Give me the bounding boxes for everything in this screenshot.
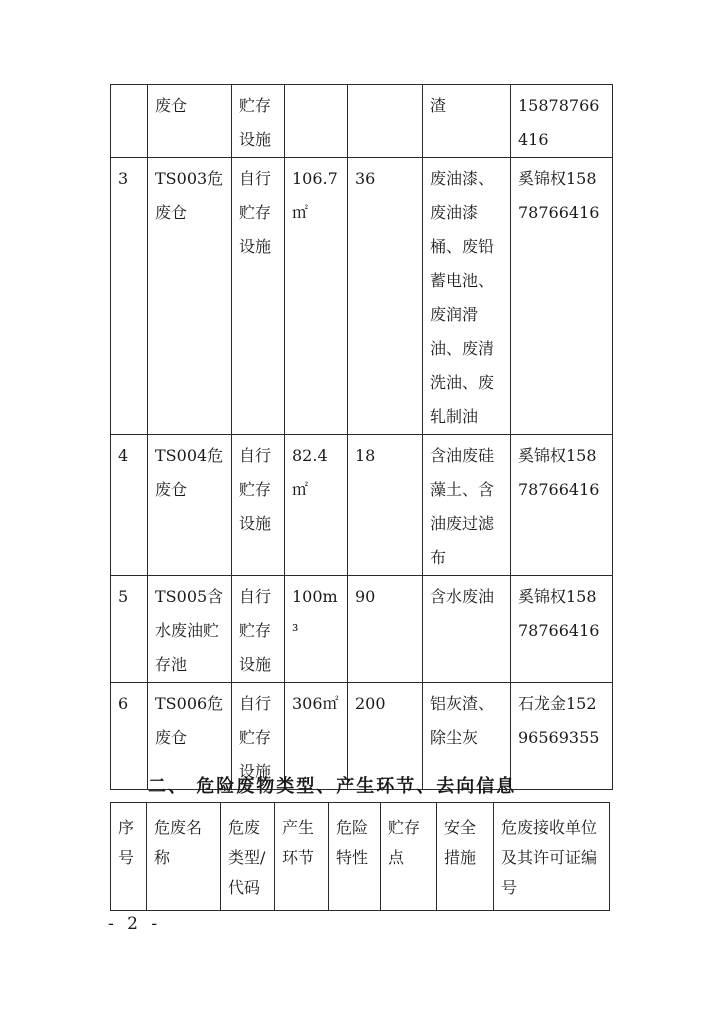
cell-name: TS005含水废油贮存池 [148, 576, 232, 683]
cell-capacity: 200 [348, 683, 423, 790]
cell-name: TS004危废仓 [148, 435, 232, 576]
storage-facility-table [110, 84, 613, 790]
cell-area: 306㎡ [285, 683, 348, 790]
cell-area: 100m³ [285, 576, 348, 683]
cell-type: 贮存设施 [232, 85, 285, 158]
cell-no: 3 [111, 158, 148, 435]
cell-capacity [348, 85, 423, 158]
header-cell: 产生环节 [275, 803, 329, 911]
table-row [111, 576, 613, 683]
cell-capacity: 36 [348, 158, 423, 435]
cell-waste: 铝灰渣、除尘灰 [423, 683, 511, 790]
cell-contact: 石龙金15296569355 [511, 683, 613, 790]
section-heading: 二、 危险废物类型、产生环节、去向信息 [148, 776, 517, 797]
cell-contact: 15878766416 [511, 85, 613, 158]
waste-info-table [110, 802, 610, 911]
header-cell: 危废类型/代码 [221, 803, 275, 911]
page-number: - 2 - [108, 914, 162, 934]
header-cell: 危废接收单位及其许可证编号 [494, 803, 610, 911]
cell-waste: 废油漆、废油漆桶、废铅蓄电池、废润滑油、废清洗油、废轧制油 [423, 158, 511, 435]
cell-waste: 含水废油 [423, 576, 511, 683]
cell-capacity: 18 [348, 435, 423, 576]
header-cell: 危废名称 [147, 803, 221, 911]
cell-type: 自行贮存设施 [232, 576, 285, 683]
header-cell: 安全措施 [437, 803, 494, 911]
cell-waste: 含油废硅藻土、含油废过滤布 [423, 435, 511, 576]
cell-no: 4 [111, 435, 148, 576]
cell-area: 82.4㎡ [285, 435, 348, 576]
cell-no: 5 [111, 576, 148, 683]
table-row [111, 435, 613, 576]
cell-name: TS003危废仓 [148, 158, 232, 435]
cell-type: 自行贮存设施 [232, 158, 285, 435]
cell-no: 6 [111, 683, 148, 790]
cell-type: 自行贮存设施 [232, 683, 285, 790]
cell-name: 废仓 [148, 85, 232, 158]
header-cell: 贮存点 [381, 803, 437, 911]
cell-area: 106.7㎡ [285, 158, 348, 435]
cell-waste: 渣 [423, 85, 511, 158]
table-row [111, 158, 613, 435]
header-cell: 危险特性 [329, 803, 381, 911]
cell-area [285, 85, 348, 158]
header-cell: 序号 [111, 803, 147, 911]
cell-type: 自行贮存设施 [232, 435, 285, 576]
cell-capacity: 90 [348, 576, 423, 683]
cell-contact: 奚锦权15878766416 [511, 158, 613, 435]
table-header-row [111, 803, 610, 911]
cell-contact: 奚锦权15878766416 [511, 576, 613, 683]
cell-contact: 奚锦权15878766416 [511, 435, 613, 576]
cell-no [111, 85, 148, 158]
table-row [111, 85, 613, 158]
cell-name: TS006危废仓 [148, 683, 232, 790]
